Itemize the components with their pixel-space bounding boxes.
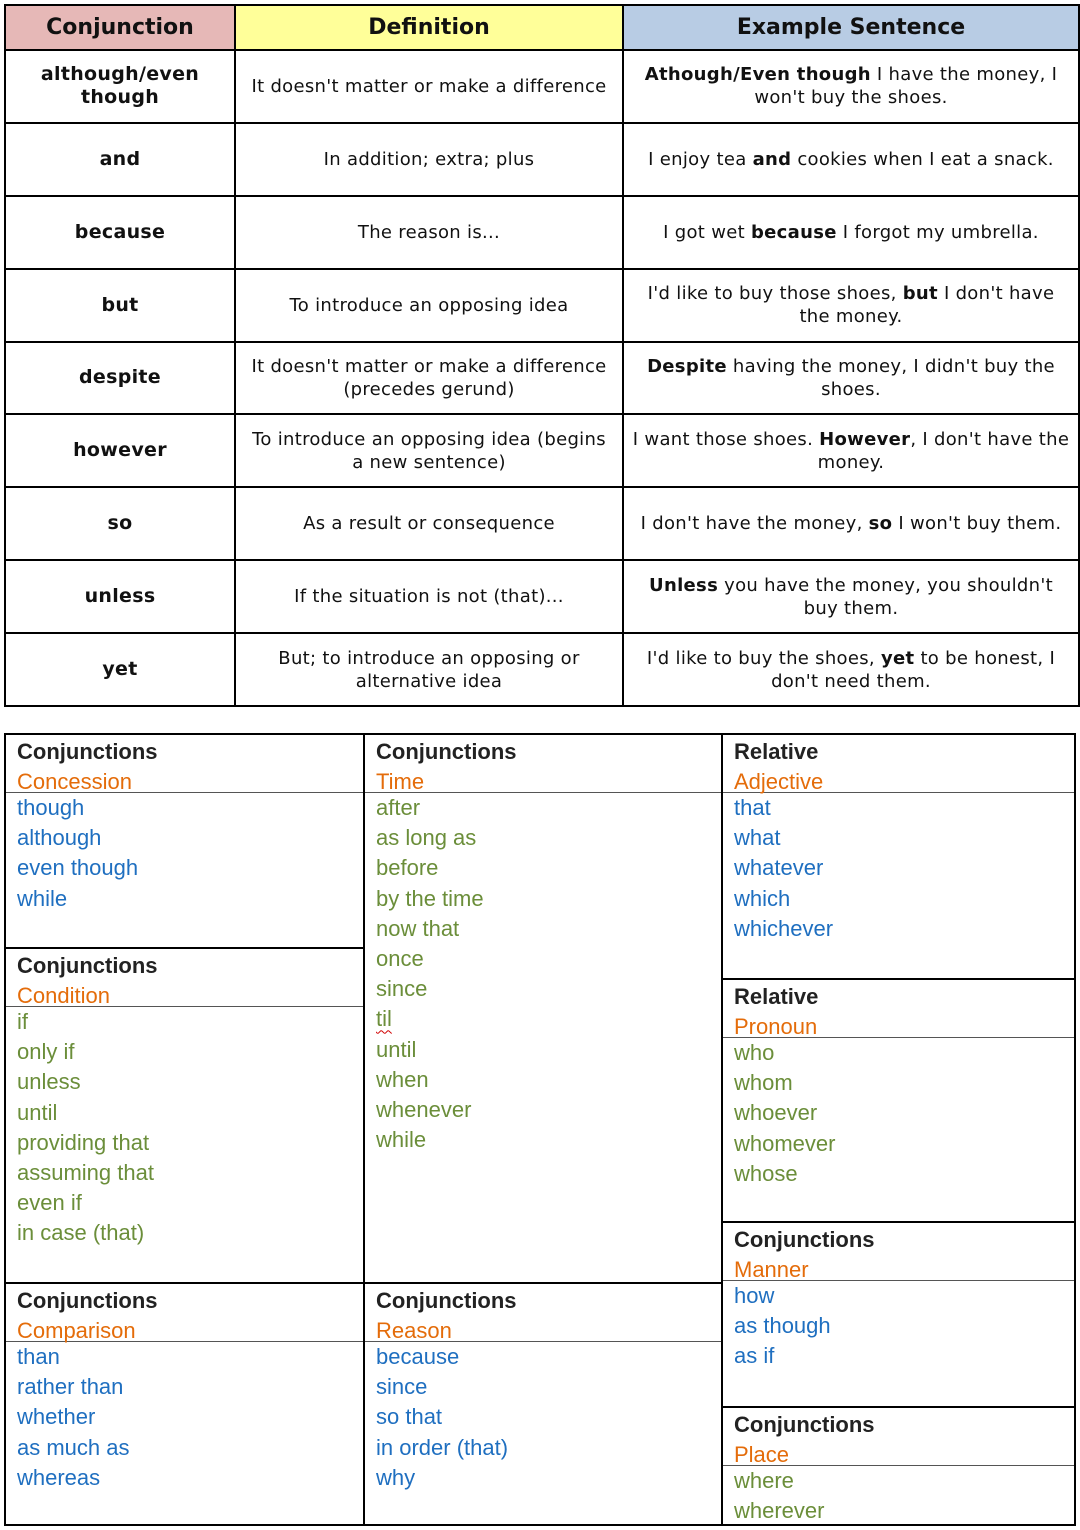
example-sentence-cell [623,487,1079,560]
example-text: , I don't have the money. [817,428,1070,473]
example-sentence-cell [623,123,1079,196]
list-item: even though [17,855,139,881]
word-list [6,1007,363,1249]
example-text: I don't have the money. [799,283,1055,328]
example-keyword: Unless [649,574,719,596]
definition-cell: As a result or consequence [235,487,623,560]
list-item: where [734,1468,794,1493]
example-text: I forgot my umbrella. [836,221,1039,243]
list-item: until [17,1099,58,1125]
section-condition [6,947,363,1282]
example-text: I want those shoes. [632,428,820,450]
word-list [6,1342,363,1493]
example-sentence-cell [623,342,1079,415]
definition-cell: To introduce an opposing idea (begins a new sentence) [235,414,623,487]
definition-cell: If the situation is not (that)... [235,560,623,633]
definition-cell: To introduce an opposing idea [235,269,623,342]
conjunction-cell: but [5,269,235,342]
conjunction-cell: unless [5,560,235,633]
category-subtitle: Manner [734,1257,809,1282]
list-item: as though [734,1313,831,1339]
list-item: assuming that [17,1160,154,1186]
category-subtitle: Condition [17,983,110,1008]
example-sentence-cell [623,196,1079,269]
list-item: while [376,1127,427,1153]
grid-column-1 [6,735,365,1524]
word-list [723,1038,1074,1189]
list-item: once [376,946,424,972]
category-subtitle: Adjective [734,769,824,794]
category-header [6,949,363,1007]
category-subtitle: Reason [376,1318,452,1343]
list-item: while [17,885,68,911]
category-header [723,980,1074,1038]
example-text: I'd like to buy those shoes, [647,283,903,305]
category-title: Conjunctions [734,1227,875,1252]
example-keyword: and [752,148,792,170]
list-item: after [376,795,421,820]
list-item: as if [734,1343,775,1369]
header-example-sentence: Example Sentence [623,5,1079,50]
list-item: whether [17,1404,96,1430]
word-list [723,1281,1074,1372]
category-subtitle: Concession [17,769,132,794]
grid-column-3 [723,735,1074,1524]
section-reason [365,1282,721,1524]
example-keyword: However [819,428,911,450]
list-item: in case (that) [17,1220,145,1246]
conjunction-cell: despite [5,342,235,415]
word-list [365,1342,721,1493]
list-item: how [734,1283,775,1308]
list-item: til [376,1006,392,1032]
list-item: whose [734,1160,798,1186]
list-item: whenever [376,1097,472,1123]
list-item: than [17,1344,60,1369]
category-header [723,1223,1074,1281]
category-header [723,1408,1074,1466]
example-text: you have the money, you shouldn't buy them. [718,574,1053,619]
example-keyword: Athough/Even though [644,64,871,86]
example-text: I won't buy them. [892,513,1062,535]
definition-cell: It doesn't matter or make a difference (precedes gerund) [235,342,623,415]
example-text: I'd like to buy the shoes, [646,647,881,669]
table-header-row [5,5,1079,50]
example-sentence-cell [623,414,1079,487]
list-item: which [734,885,791,911]
category-title: Conjunctions [17,953,158,978]
list-item: because [376,1344,460,1369]
section-concession [6,735,363,947]
category-header [365,1284,721,1342]
table-row [5,269,1079,342]
table-row [5,633,1079,706]
conjunction-categories-grid [4,733,1076,1526]
example-keyword: because [750,221,837,243]
example-sentence-cell [623,50,1079,123]
list-item: whatever [734,855,824,881]
table-row [5,196,1079,269]
example-text: I have the money, I won't buy the shoes. [754,64,1058,109]
category-header [723,735,1074,793]
word-list [365,793,721,1155]
list-item: now that [376,915,460,941]
category-title: Conjunctions [376,1288,517,1313]
category-title: Conjunctions [734,1412,875,1437]
list-item: whom [734,1070,793,1096]
definition-cell: But; to introduce an opposing or alternative idea [235,633,623,706]
example-sentence-cell [623,560,1079,633]
example-text: cookies when I eat a snack. [791,148,1054,170]
list-item: so that [376,1404,443,1430]
example-keyword: Despite [647,355,727,377]
category-subtitle: Pronoun [734,1014,818,1039]
definition-cell: It doesn't matter or make a difference [235,50,623,123]
section-time [365,735,721,1282]
list-item: wherever [734,1498,825,1524]
word-list [723,793,1074,944]
section-manner [723,1221,1074,1406]
conjunction-cell: however [5,414,235,487]
list-item: providing that [17,1129,150,1155]
list-item: until [376,1036,417,1062]
grid-column-2 [365,735,723,1524]
category-title: Relative [734,984,819,1009]
category-subtitle: Time [376,769,425,794]
header-conjunction: Conjunction [5,5,235,50]
conjunction-cell: and [5,123,235,196]
table-row [5,50,1079,123]
category-title: Conjunctions [17,1288,158,1313]
table-row [5,123,1079,196]
section-place [723,1406,1074,1524]
example-text: having the money, I didn't buy the shoes. [726,355,1055,400]
category-title: Relative [734,739,819,764]
list-item: as long as [376,825,477,851]
word-list [723,1466,1074,1526]
definition-cell: The reason is... [235,196,623,269]
category-header [365,735,721,793]
list-item: if [17,1009,28,1034]
category-subtitle: Place [734,1442,790,1467]
example-text: to be honest, I don't need them. [771,647,1056,692]
example-sentence-cell [623,269,1079,342]
list-item: unless [17,1069,81,1095]
list-item: whichever [734,915,834,941]
list-item: whoever [734,1100,818,1126]
category-title: Conjunctions [376,739,517,764]
list-item: although [17,825,102,851]
example-text: I got wet [663,221,751,243]
section-comparison [6,1282,363,1524]
category-subtitle: Comparison [17,1318,136,1343]
conjunctions-definition-table [4,4,1080,707]
list-item: that [734,795,771,820]
example-sentence-cell [623,633,1079,706]
list-item: who [734,1040,775,1065]
list-item: even if [17,1190,82,1216]
example-text: I don't have the money, [640,513,869,535]
list-item: before [376,855,439,881]
header-definition: Definition [235,5,623,50]
list-item: by the time [376,885,484,911]
list-item: in order (that) [376,1434,509,1460]
list-item: only if [17,1039,75,1065]
table-row [5,487,1079,560]
example-keyword: yet [880,647,915,669]
list-item: since [376,1374,428,1400]
table-row [5,414,1079,487]
example-text: I enjoy tea [648,148,753,170]
example-keyword: so [868,513,893,535]
list-item: why [376,1464,416,1490]
list-item: since [376,976,428,1002]
list-item: though [17,795,85,820]
section-relative-adjective [723,735,1074,978]
table-row [5,342,1079,415]
example-keyword: but [902,283,938,305]
definition-cell: In addition; extra; plus [235,123,623,196]
list-item: whomever [734,1130,836,1156]
table-row [5,560,1079,633]
list-item: whereas [17,1464,101,1490]
category-title: Conjunctions [17,739,158,764]
conjunction-cell: because [5,196,235,269]
conjunction-cell: yet [5,633,235,706]
conjunction-cell: although/even though [5,50,235,123]
section-relative-pronoun [723,978,1074,1221]
conjunction-cell: so [5,487,235,560]
category-header [6,1284,363,1342]
list-item: when [376,1066,429,1092]
word-list [6,793,363,914]
list-item: as much as [17,1434,130,1460]
list-item: rather than [17,1374,124,1400]
category-header [6,735,363,793]
list-item: what [734,825,781,851]
